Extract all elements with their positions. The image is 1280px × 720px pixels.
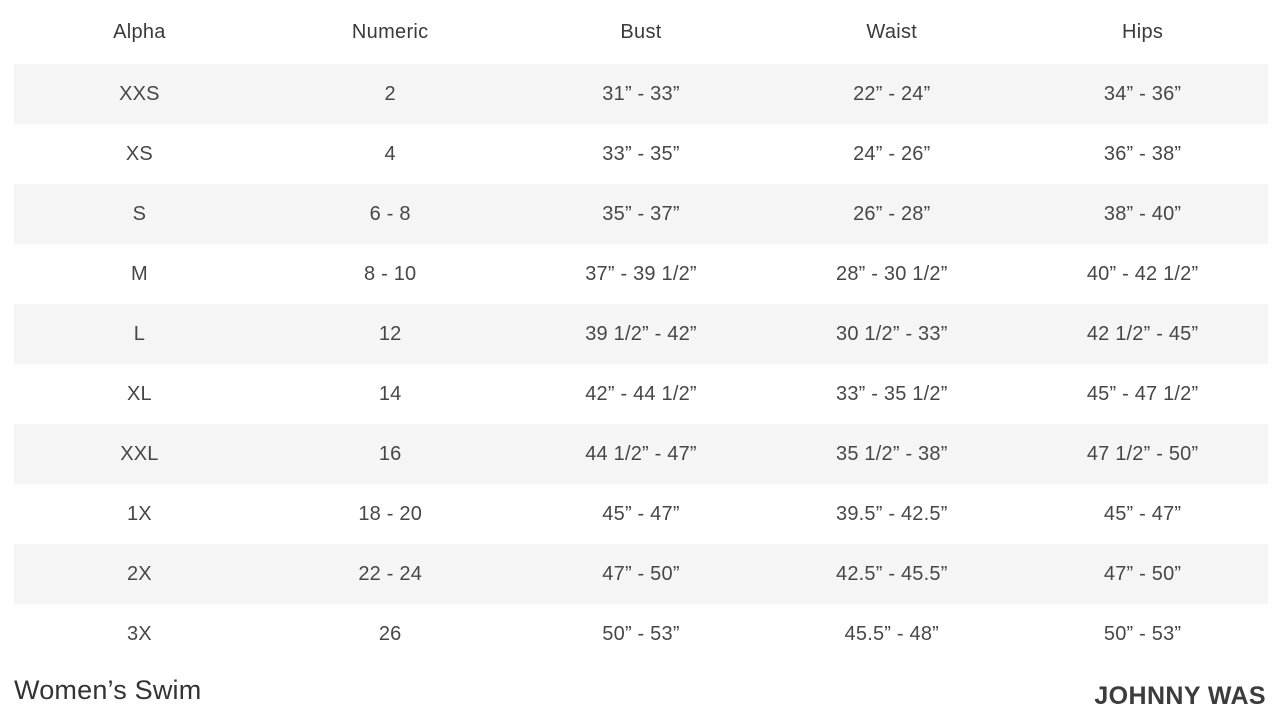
table-cell: 12 (378, 322, 402, 345)
table-cell: L (133, 322, 146, 345)
brand-logo: JOHNNY WAS (1094, 682, 1266, 710)
table-cell: XS (125, 142, 153, 165)
table-cell: 31” - 33” (602, 82, 680, 105)
table-cell: 42” - 44 1/2” (585, 382, 697, 405)
column-header-waist: Waist (866, 20, 918, 43)
table-row (14, 124, 1268, 184)
column-header-hips: Hips (1121, 20, 1164, 43)
table-row (14, 64, 1268, 124)
column-header-bust: Bust (620, 20, 662, 43)
table-cell: 50” - 53” (1103, 622, 1182, 645)
size-chart-table (14, 0, 1268, 664)
table-cell: XXL (120, 442, 159, 465)
category-label: Women’s Swim (14, 675, 202, 705)
table-cell: 34” - 36” (1103, 82, 1182, 105)
table-row (14, 184, 1268, 244)
table-cell: 30 1/2” - 33” (836, 322, 948, 345)
table-cell: 35” - 37” (602, 202, 680, 225)
table-cell: 22” - 24” (853, 82, 931, 105)
table-cell: 47 1/2” - 50” (1086, 442, 1199, 465)
table-cell: 28” - 30 1/2” (836, 262, 948, 285)
table-cell: 45.5” - 48” (844, 622, 940, 645)
table-cell: 2 (384, 82, 396, 105)
table-cell: 26 (378, 622, 402, 645)
table-cell: 18 - 20 (358, 502, 423, 525)
table-cell: 4 (384, 142, 396, 165)
table-cell: 33” - 35” (602, 142, 680, 165)
header-row (14, 0, 1268, 64)
table-cell: XL (126, 382, 152, 405)
table-cell: 44 1/2” - 47” (585, 442, 697, 465)
column-header-alpha: Alpha (113, 20, 166, 43)
table-cell: 36” - 38” (1103, 142, 1182, 165)
footer (0, 664, 1280, 720)
table-cell: 42.5” - 45.5” (836, 562, 948, 585)
table-cell: M (130, 262, 148, 285)
table-row (14, 244, 1268, 304)
column-header-numeric: Numeric (351, 20, 429, 43)
table-cell: 24” - 26” (853, 142, 931, 165)
table-cell: 42 1/2” - 45” (1086, 322, 1199, 345)
table-row (14, 424, 1268, 484)
table-cell: 39 1/2” - 42” (585, 322, 697, 345)
table-cell: 38” - 40” (1103, 202, 1182, 225)
table-cell: 47” - 50” (602, 562, 680, 585)
table-cell: 50” - 53” (602, 622, 680, 645)
table-cell: S (132, 202, 147, 225)
table-row (14, 304, 1268, 364)
table-cell: 8 - 10 (364, 262, 417, 285)
table-cell: 2X (126, 562, 152, 585)
table-cell: 37” - 39 1/2” (585, 262, 697, 285)
table-cell: 26” - 28” (853, 202, 931, 225)
table-row (14, 604, 1268, 664)
table-cell: 45” - 47” (1103, 502, 1182, 525)
table-cell: 16 (378, 442, 402, 465)
table-cell: 3X (126, 622, 152, 645)
table-cell: 1X (126, 502, 152, 525)
table-cell: 47” - 50” (1103, 562, 1182, 585)
table-row (14, 364, 1268, 424)
table-cell: XXS (119, 82, 160, 105)
table-cell: 35 1/2” - 38” (836, 442, 948, 465)
table-row (14, 544, 1268, 604)
table-cell: 45” - 47 1/2” (1086, 382, 1199, 405)
table-cell: 14 (378, 382, 402, 405)
table-cell: 33” - 35 1/2” (836, 382, 948, 405)
table-cell: 40” - 42 1/2” (1086, 262, 1199, 285)
table-header (14, 0, 1268, 64)
table-row (14, 484, 1268, 544)
table-cell: 22 - 24 (358, 562, 423, 585)
table-body (14, 64, 1268, 664)
table-cell: 45” - 47” (602, 502, 680, 525)
table-cell: 6 - 8 (369, 202, 411, 225)
table-cell: 39.5” - 42.5” (836, 502, 948, 525)
